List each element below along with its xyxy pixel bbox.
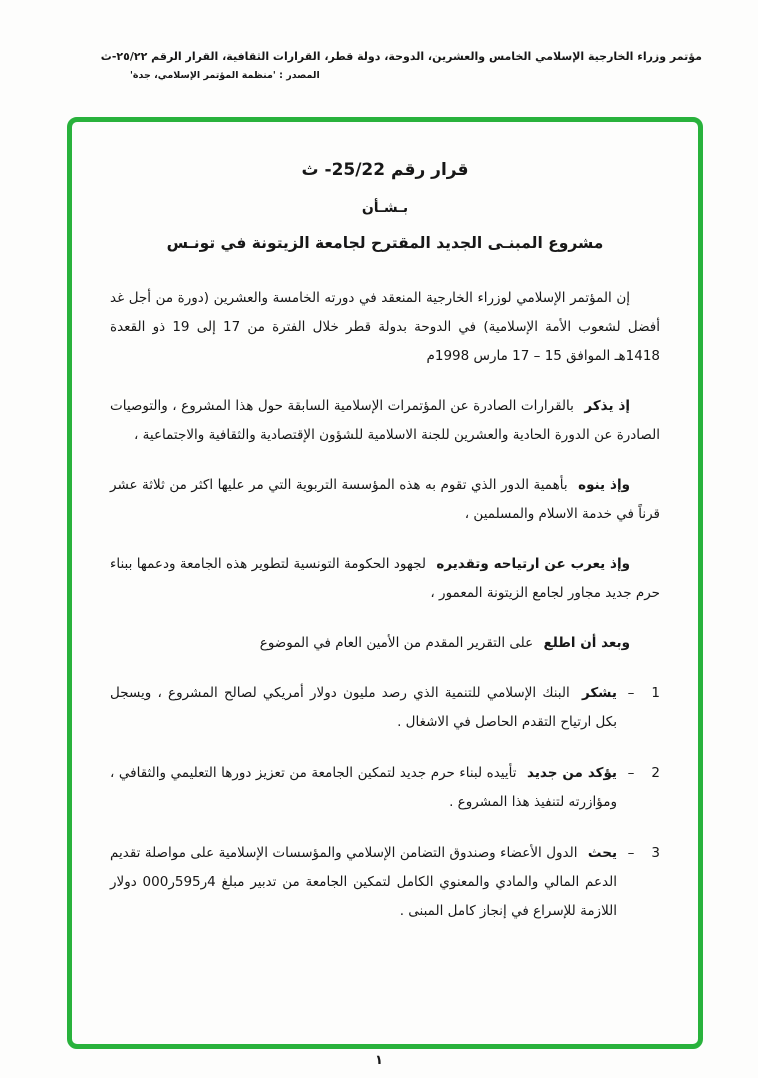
item-number: 3 — [651, 845, 660, 862]
resolution-subtitle: بـشـأن — [361, 200, 409, 216]
list-item — [110, 679, 660, 737]
item-dash: – — [627, 765, 635, 782]
paragraph-text: بأهمية الدور الذي تقوم به هذه المؤسسة التربوية التي مر عليها اكثر من ثلاثة عشر قرناً في خدمة الاسلام والمسلمين ، — [110, 477, 660, 523]
paragraph-lead: إذ يذكر — [584, 398, 631, 415]
page-number: ١ — [375, 1053, 383, 1068]
item-text — [110, 679, 617, 737]
preamble-paragraph — [110, 392, 660, 450]
item-number: 2 — [651, 765, 660, 782]
paragraph-text: على التقرير المقدم من الأمين العام في الموضوع — [259, 635, 534, 652]
paragraph-lead: وإذ يعرب عن ارتياحه وتقديره — [436, 556, 631, 573]
preamble-paragraph — [110, 629, 660, 658]
document-header — [40, 48, 702, 81]
item-body: تأييده لبناء حرم جديد لتمكين الجامعة من تعزيز دورها التعليمي والثقافي ، ومؤازرته لتنفيذ هذا المشروع . — [110, 765, 617, 811]
resolution-body — [110, 284, 660, 926]
list-item — [110, 839, 660, 926]
item-text — [110, 759, 617, 817]
preamble-paragraph — [110, 471, 660, 529]
preamble-paragraph — [110, 550, 660, 608]
resolution-title: قرار رقم 25/22- ث — [301, 160, 469, 180]
paragraph-text: بالقرارات الصادرة عن المؤتمرات الإسلامية السابقة حول هذا المشروع ، والتوصيات الصادرة عن الدورة الحادية والعشرين للجنة الاسلامية للشؤون الإقتصادية والثقافية والاجتماعية ، — [110, 398, 660, 444]
header-source: المصدر : 'منظمة المؤتمر الإسلامي، جدة' — [130, 70, 320, 82]
preamble-paragraph — [110, 284, 660, 371]
item-dash: – — [627, 845, 635, 862]
paragraph-lead: وإذ ينوه — [578, 477, 630, 494]
item-body: الدول الأعضاء وصندوق التضامن الإسلامي والمؤسسات الإسلامية على مواصلة تقديم الدعم المالي والمادي والمعنوي الكامل لتمكين الجامعة من تدبير مبلغ 4ر595ر000 دولار اللازمة للإسراع في إنجاز كامل المبنى . — [110, 845, 617, 920]
item-lead: يؤكد من جديد — [527, 765, 618, 782]
paragraph-text: إن المؤتمر الإسلامي لوزراء الخارجية المنعقد في دورته الخامسة والعشرين (دورة من أجل غد أفضل لشعوب الأمة الإسلامية) في الدوحة بدولة قطر خلال الفترة من 17 إلى 19 ذو القعدة 1418هـ الموافق 15 – 17 مارس 1998م — [110, 290, 660, 365]
paragraph-text: لجهود الحكومة التونسية لتطوير هذه الجامعة ودعمها ببناء حرم جديد مجاور لجامع الزيتونة المعمور ، — [110, 556, 660, 602]
resolution-items — [110, 679, 660, 926]
resolution-subject: مشروع المبنـى الجديد المقترح لجامعة الزيتونة في تونـس — [166, 234, 604, 252]
item-text — [110, 839, 617, 926]
paragraph-lead: وبعد أن اطلع — [543, 635, 630, 652]
list-item — [110, 759, 660, 817]
item-dash: – — [627, 685, 635, 702]
resolution-frame — [67, 117, 703, 1049]
item-number: 1 — [651, 685, 660, 702]
item-lead: يشكر — [581, 685, 617, 702]
header-citation: مؤتمر وزراء الخارجية الإسلامي الخامس والعشرين، الدوحة، دولة قطر، القرارات الثقافية، القرار الرقم ٢٥/٢٢-ث — [100, 50, 702, 63]
item-lead: يحث — [587, 845, 618, 862]
item-body: البنك الإسلامي للتنمية الذي رصد مليون دولار أمريكي لصالح المشروع ، ويسجل بكل ارتياح التقدم الحاصل في الاشغال . — [110, 685, 617, 731]
